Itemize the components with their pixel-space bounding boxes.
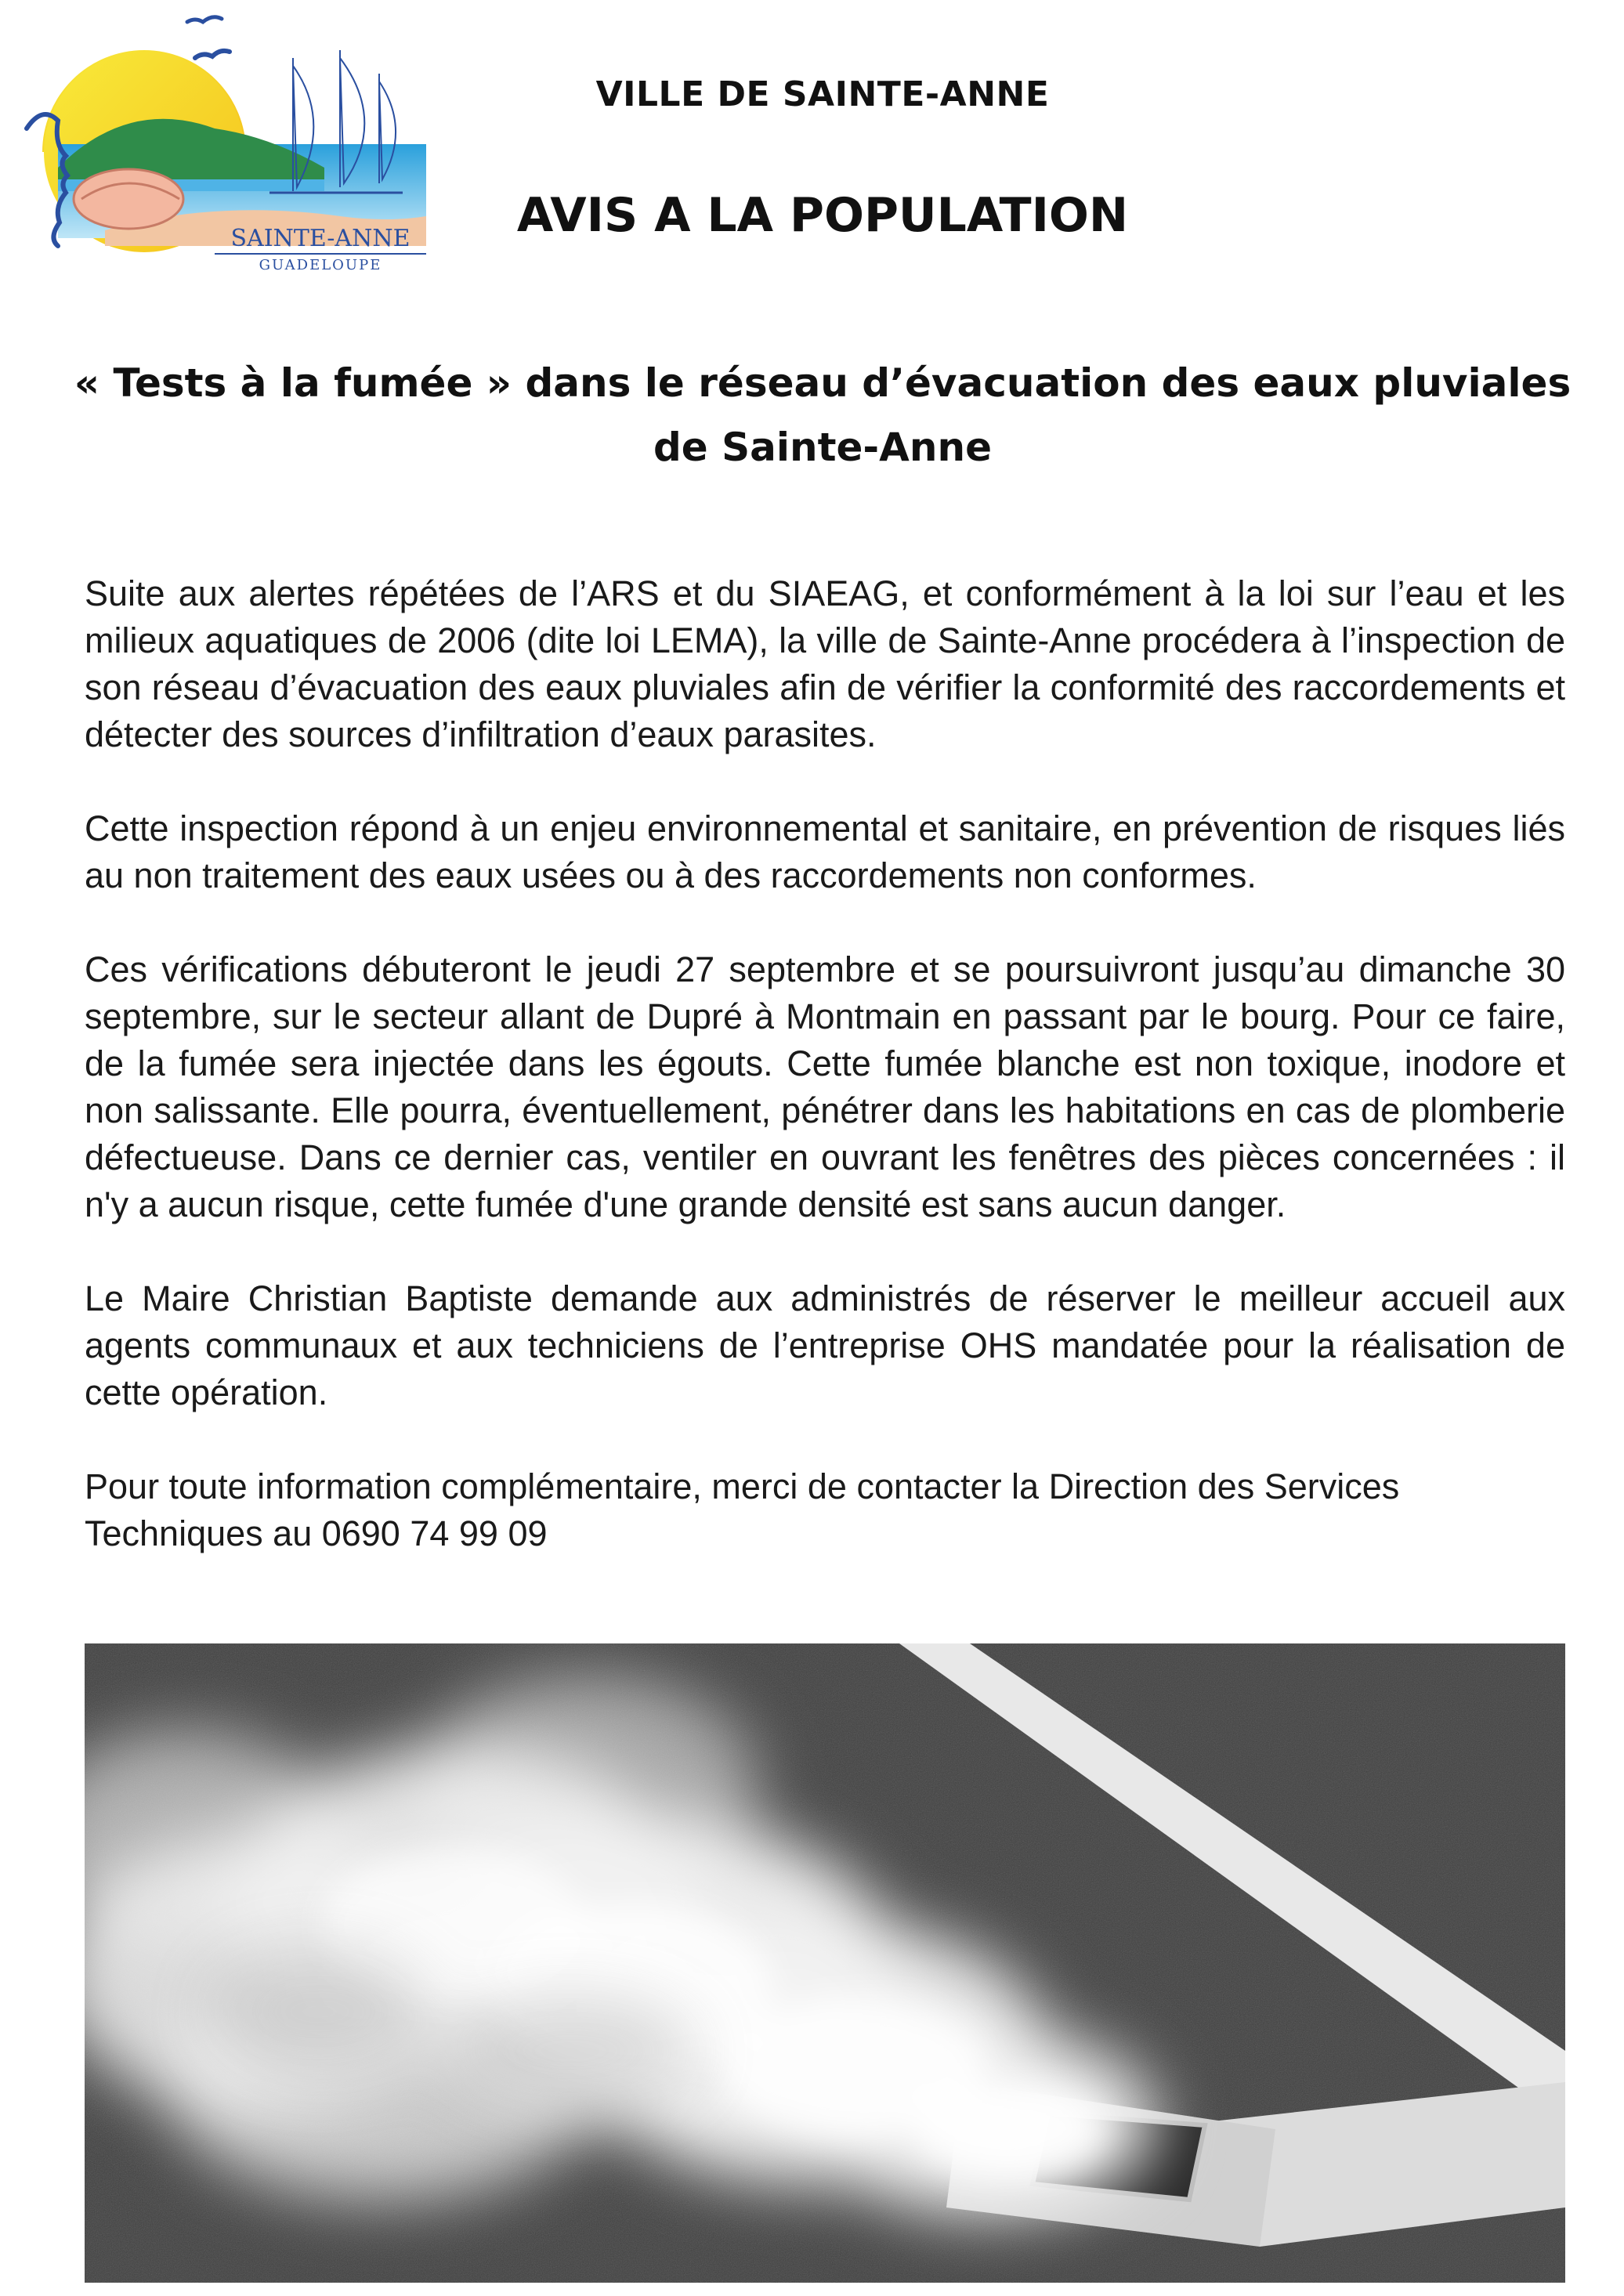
notice-body <box>85 570 1565 1604</box>
town-heading: VILLE DE SAINTE-ANNE <box>595 74 1050 114</box>
smoke-drain-illustration <box>85 1643 1565 2283</box>
subject-line-2: de Sainte-Anne <box>653 425 992 470</box>
sainte-anne-logo <box>11 11 426 277</box>
notice-title: AVIS A LA POPULATION <box>516 188 1129 243</box>
logo-name: SAINTE-ANNE <box>230 225 411 252</box>
smoke-drain-photo <box>85 1643 1565 2283</box>
paragraph-schedule: Ces vérifications débuteront le jeudi 27 septembre et se poursuivront jusqu’au dimanche 30 septembre, sur le secteur allant de Dupré à Montmain en passant par le bourg. Pour ce faire, de la fumée sera injectée dans les égouts. Cette fumée blanche est non toxique, inodore et non salissante. Elle pourra, éventuellement, pénétrer dans les habitations en cas de plomberie défectueuse. Dans ce dernier cas, ventiler en ouvrant les fenêtres des pièces concernées : il n'y a aucun risque, cette fumée d'une grande densité est sans aucun danger. <box>85 949 1565 1224</box>
subject-line-1: « Tests à la fumée » dans le réseau d’évacuation des eaux pluviales <box>74 360 1572 406</box>
paragraph-intro: Suite aux alertes répétées de l’ARS et du SIAEAG, et conformément à la loi sur l’eau et les milieux aquatiques de 2006 (dite loi LEMA), la ville de Sainte-Anne procédera à l’inspection de son réseau d’évacuation des eaux pluviales afin de vérifier la conformité des raccordements et détecter des sources d’infiltration d’eaux parasites. <box>85 573 1565 754</box>
logo-graphic <box>11 11 426 277</box>
logo-region: GUADELOUPE <box>259 257 382 273</box>
notice-subject <box>63 351 1582 479</box>
paragraph-contact: Pour toute information complémentaire, merci de contacter la Direction des Services Techniques au 0690 74 99 09 <box>85 1466 1400 1553</box>
paragraph-mayor: Le Maire Christian Baptiste demande aux administrés de réserver le meilleur accueil aux agents communaux et aux techniciens de l’entreprise OHS mandatée pour la réalisation de cette opération. <box>85 1278 1565 1412</box>
paragraph-purpose: Cette inspection répond à un enjeu environnemental et sanitaire, en prévention de risques liés au non traitement des eaux usées ou à des raccordements non conformes. <box>85 808 1565 895</box>
